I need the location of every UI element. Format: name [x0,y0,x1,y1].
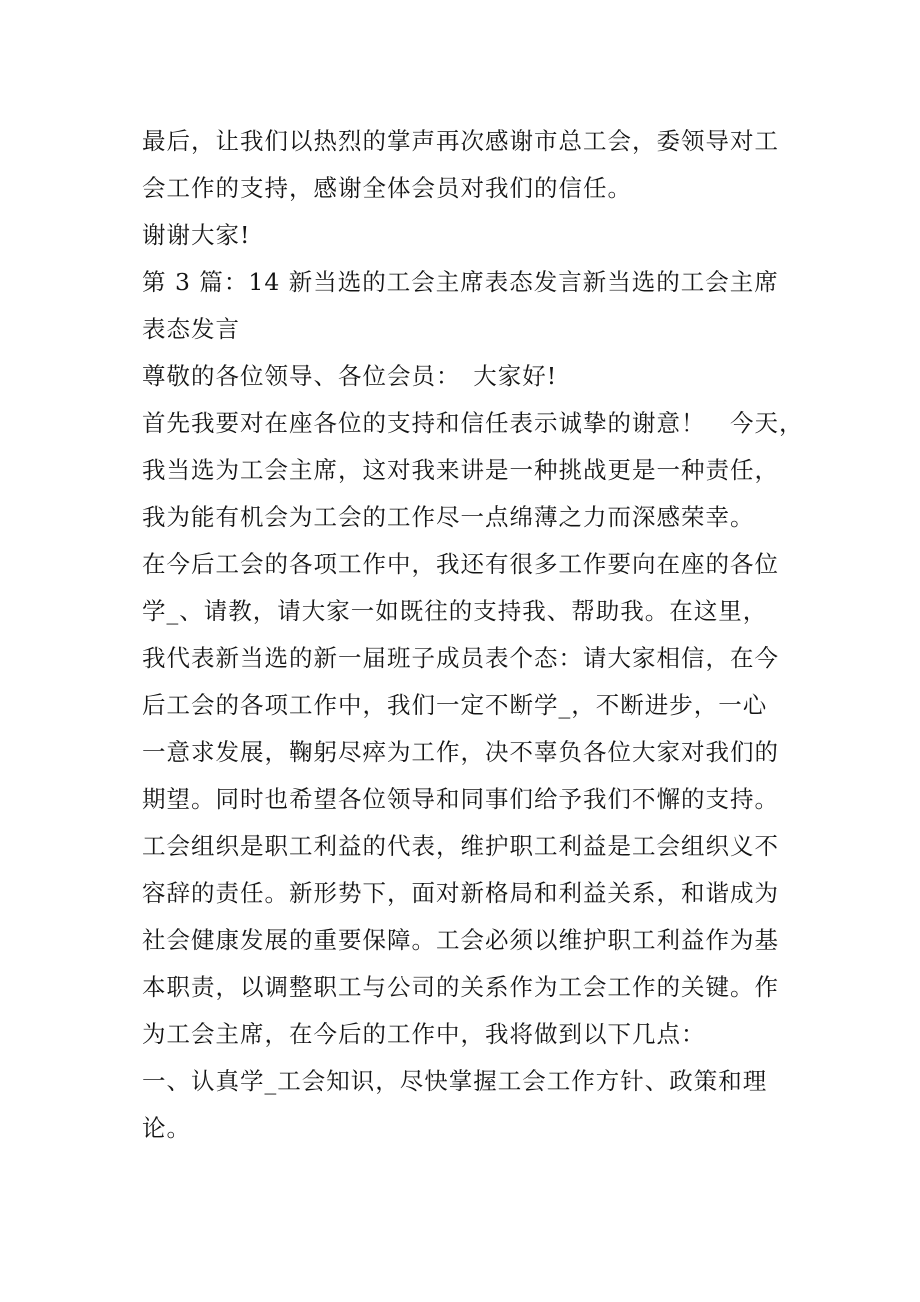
text-line: 本职责，以调整职工与公司的关系作为工会工作的关键。作 [142,973,779,1001]
text-line: 会工作的支持，感谢全体会员对我们的信任。 [142,174,632,202]
text-line: 社会健康发展的重要保障。工会必须以维护职工利益作为基 [142,926,779,954]
section-heading-line: 第 3 篇：14 新当选的工会主席表态发言新当选的工会主席 [142,268,779,296]
text-line: 我为能有机会为工会的工作尽一点绵薄之力而深感荣幸。 [142,503,755,531]
document-body [142,118,802,1152]
text-line: 为工会主席，在今后的工作中，我将做到以下几点： [142,1020,706,1048]
text-line: 后工会的各项工作中，我们一定不断学_，不断进步，一心 [142,691,768,719]
text-line: 谢谢大家! [142,221,251,249]
text-line: 在今后工会的各项工作中，我还有很多工作要向在座的各位 [142,550,779,578]
text-line: 学_、请教，请大家一如既往的支持我、帮助我。在这里， [142,597,768,625]
text-line: 首先我要对在座各位的支持和信任表示诚挚的谢意！ 今天， [142,409,804,437]
text-line: 我当选为工会主席，这对我来讲是一种挑战更是一种责任， [142,456,779,484]
text-line: 最后，让我们以热烈的掌声再次感谢市总工会，委领导对工 [142,127,779,155]
text-line: 一意求发展，鞠躬尽瘁为工作，决不辜负各位大家对我们的 [142,738,779,766]
section-heading-line: 表态发言 [142,315,240,343]
text-line: 我代表新当选的新一届班子成员表个态：请大家相信，在今 [142,644,779,672]
salutation-line: 尊敬的各位领导、各位会员： 大家好! [142,362,558,390]
text-line: 工会组织是职工利益的代表，维护职工利益是工会组织义不 [142,832,779,860]
list-item-line: 一、认真学_工会知识，尽快掌握工会工作方针、政策和理 [142,1067,768,1095]
text-line: 期望。同时也希望各位领导和同事们给予我们不懈的支持。 [142,785,779,813]
list-item-line: 论。 [142,1114,191,1142]
text-line: 容辞的责任。新形势下，面对新格局和利益关系，和谐成为 [142,879,779,907]
